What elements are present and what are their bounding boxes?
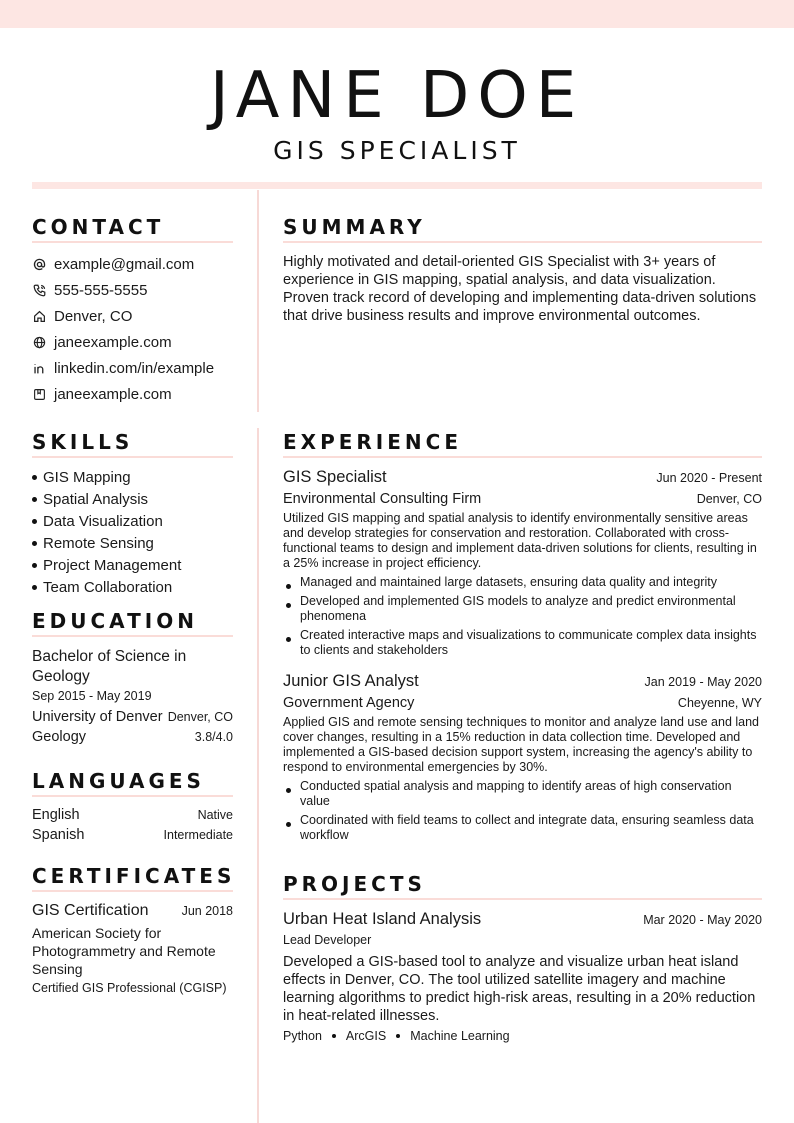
certificate-issuer: American Society for Photogrammetry and Remote Sensing xyxy=(32,925,216,977)
candidate-name: JANE DOE xyxy=(209,59,585,133)
top-accent-bar xyxy=(0,0,794,28)
project-tags xyxy=(283,1029,762,1043)
bullet-icon xyxy=(32,475,37,480)
contact-section xyxy=(32,215,233,407)
language-level: Native xyxy=(197,808,233,822)
skill-item: Spatial Analysis xyxy=(32,488,233,510)
contact-phone[interactable] xyxy=(32,277,233,303)
project-name: Urban Heat Island Analysis xyxy=(283,910,482,928)
project-dates: Mar 2020 - May 2020 xyxy=(643,913,762,927)
experience-heading: EXPERIENCE xyxy=(283,430,762,458)
separator-dot-icon xyxy=(332,1034,336,1038)
contact-email[interactable] xyxy=(32,251,233,277)
portfolio-icon xyxy=(32,387,46,401)
project-tag: ArcGIS xyxy=(345,1029,387,1043)
summary-heading: SUMMARY xyxy=(283,215,762,243)
education-section xyxy=(32,609,233,745)
education-location: Denver, CO xyxy=(167,710,233,724)
skills-section xyxy=(32,430,233,598)
job-organization: Environmental Consulting Firm xyxy=(283,491,482,507)
column-divider-bottom xyxy=(257,428,259,1123)
job-bullet: Created interactive maps and visualizations to communicate complex data insights to clients and stakeholders xyxy=(283,628,762,658)
at-icon xyxy=(32,257,46,271)
globe-icon xyxy=(32,335,46,349)
job-location: Cheyenne, WY xyxy=(677,696,762,710)
skill-item: Remote Sensing xyxy=(32,532,233,554)
bullet-icon xyxy=(32,519,37,524)
header-divider xyxy=(32,182,762,189)
job-entry xyxy=(283,468,762,658)
job-bullet: Managed and maintained large datasets, ensuring data quality and integrity xyxy=(283,575,762,590)
bullet-icon xyxy=(32,585,37,590)
certificates-section xyxy=(32,864,236,995)
phone-icon xyxy=(32,283,46,297)
candidate-title: GIS SPECIALIST xyxy=(273,136,521,165)
skill-item: Project Management xyxy=(32,554,233,576)
job-dates: Jan 2019 - May 2020 xyxy=(644,675,762,689)
separator-dot-icon xyxy=(396,1034,400,1038)
language-row xyxy=(32,827,233,843)
contact-email-text: example@gmail.com xyxy=(54,255,195,273)
language-level: Intermediate xyxy=(163,828,233,842)
contact-location xyxy=(32,303,233,329)
experience-section xyxy=(283,430,762,847)
projects-heading: PROJECTS xyxy=(283,872,762,900)
summary-section xyxy=(283,215,762,325)
education-heading: EDUCATION xyxy=(32,609,233,637)
contact-website-text: janeexample.com xyxy=(54,333,172,351)
project-tag: Machine Learning xyxy=(410,1029,510,1043)
education-dates: Sep 2015 - May 2019 xyxy=(32,689,152,703)
bullet-icon xyxy=(32,497,37,502)
contact-portfolio[interactable] xyxy=(32,381,233,407)
bullet-icon xyxy=(32,563,37,568)
education-degree: Bachelor of Science in Geology xyxy=(32,648,187,685)
contact-heading: CONTACT xyxy=(32,215,233,243)
project-role: Lead Developer xyxy=(283,933,372,947)
column-divider-top xyxy=(257,190,259,412)
skills-heading: SKILLS xyxy=(32,430,233,458)
job-bullet: Conducted spatial analysis and mapping to identify areas of high conservation value xyxy=(283,779,762,809)
job-organization: Government Agency xyxy=(283,695,415,711)
skill-item: Data Visualization xyxy=(32,510,233,532)
contact-portfolio-text: janeexample.com xyxy=(54,385,172,403)
job-description: Utilized GIS mapping and spatial analysis to identify environmentally sensitive areas and develop strategies for conservation and restoration. Collaborated with cross-functional teams to design and implement data-driven solutions for clients, resulting in a 25% increase in project efficiency. xyxy=(283,511,757,570)
project-tag: Python xyxy=(283,1029,322,1043)
contact-location-text: Denver, CO xyxy=(54,307,133,325)
bullet-icon xyxy=(32,541,37,546)
education-gpa: 3.8/4.0 xyxy=(194,730,233,744)
language-row xyxy=(32,807,233,823)
job-bullet: Developed and implemented GIS models to analyze and predict environmental phenomena xyxy=(283,594,762,624)
certificate-name: GIS Certification xyxy=(32,902,149,919)
job-title: GIS Specialist xyxy=(283,468,387,486)
job-description: Applied GIS and remote sensing techniques to monitor and analyze land use and land cover changes, resulting in a 15% reduction in data collection time. Developed and implemented a GIS-based decision support system, increasing the agency's ability to respond to environmental emergencies by 30%. xyxy=(283,715,760,774)
contact-linkedin-text: linkedin.com/in/example xyxy=(54,359,215,377)
linkedin-icon xyxy=(32,361,46,375)
job-location: Denver, CO xyxy=(696,492,762,506)
job-entry xyxy=(283,672,762,843)
certificate-credential: Certified GIS Professional (CGISP) xyxy=(32,981,227,995)
contact-website[interactable] xyxy=(32,329,233,355)
language-name: Spanish xyxy=(32,827,85,843)
skill-item: Team Collaboration xyxy=(32,576,233,598)
job-bullet: Coordinated with field teams to collect and integrate data, ensuring seamless data workflow xyxy=(283,813,762,843)
contact-phone-text: 555-555-5555 xyxy=(54,281,148,299)
certificates-heading: CERTIFICATES xyxy=(32,864,233,892)
education-school: University of Denver xyxy=(32,709,163,725)
job-dates: Jun 2020 - Present xyxy=(656,471,762,485)
languages-section xyxy=(32,769,233,843)
language-name: English xyxy=(32,807,80,823)
languages-heading: LANGUAGES xyxy=(32,769,233,797)
certificate-date: Jun 2018 xyxy=(181,904,233,918)
summary-text: Highly motivated and detail-oriented GIS Specialist with 3+ years of experience in GIS mapping, spatial analysis, and data visualization. Proven track record of developing and implementing data-driven solutions that drive business results and improve environmental outcomes. xyxy=(283,254,757,324)
projects-section xyxy=(283,872,762,1043)
education-field: Geology xyxy=(32,729,87,745)
skill-item: GIS Mapping xyxy=(32,466,233,488)
job-title: Junior GIS Analyst xyxy=(283,672,419,690)
home-icon xyxy=(32,309,46,323)
contact-linkedin[interactable] xyxy=(32,355,233,381)
project-description: Developed a GIS-based tool to analyze and visualize urban heat island effects in Denver, CO. The tool utilized satellite imagery and machine learning algorithms to predict high-risk areas, resulting in a 20% reduction in heat-related illnesses. xyxy=(283,954,756,1024)
